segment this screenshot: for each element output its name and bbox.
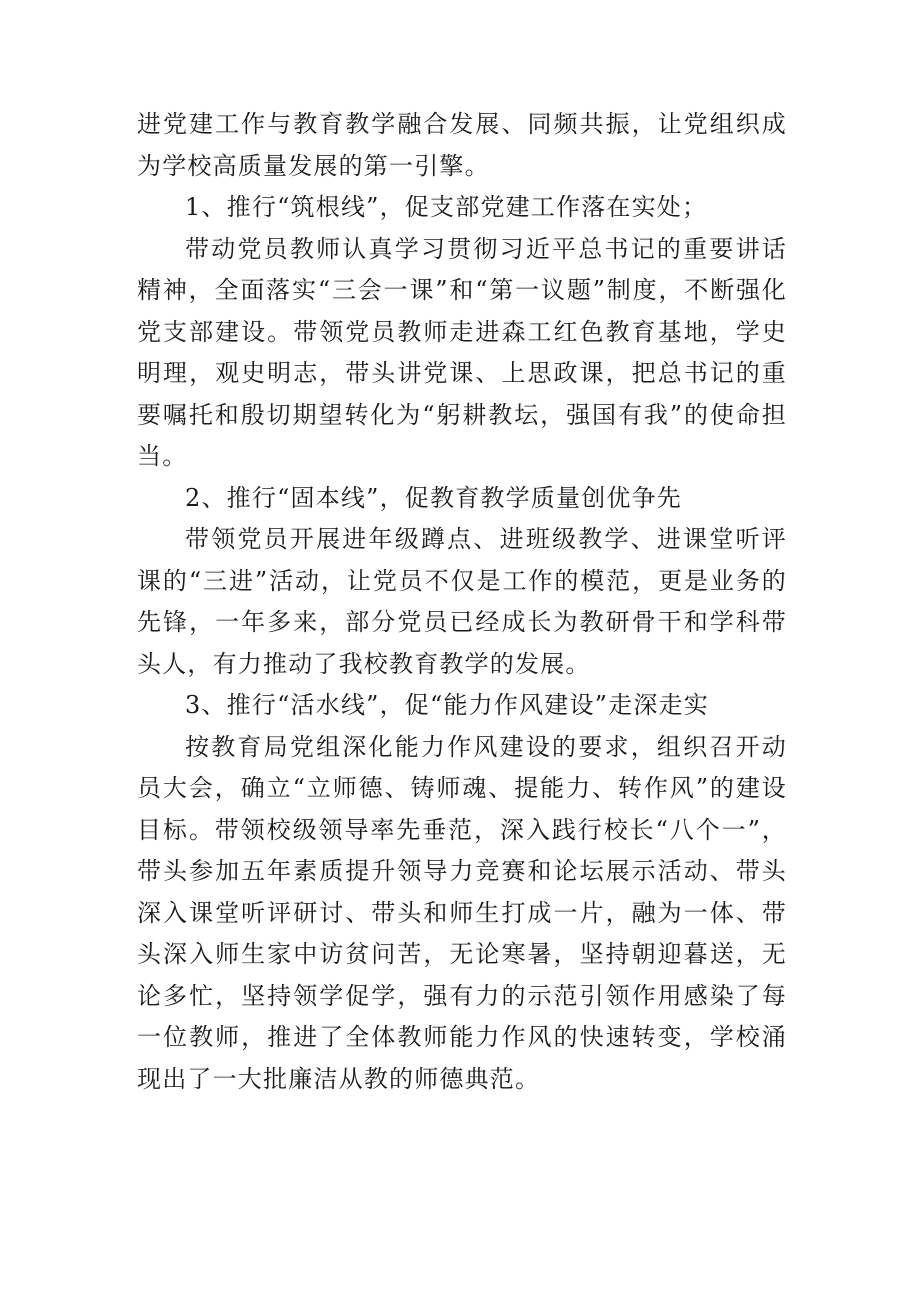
paragraph-section-3: 按教育局党组深化能力作风建设的要求，组织召开动员大会，确立“立师德、铸师魂、提能力、转作风”的建设目标。带领校级领导率先垂范，深入践行校长“八个一”，带头参加五年素质提升领导力竞赛和论坛展示活动、带头深入课堂听评研讨、带头和师生打成一片，融为一体、带头深入师生家中访贫问苦，无论寒暑，坚持朝迎暮送，无论多忙，坚持领学促学，强有力的示范引领作用感染了每一位教师，推进了全体教师能力作风的快速转变，学校涌现出了一大批廉洁从教的师德典范。: [137, 732, 787, 1093]
document-body: [137, 104, 787, 1100]
section-heading-2: 2、推行“固本线”，促教育教学质量创优争先: [185, 483, 683, 512]
paragraph-continuation: 进党建工作与教育教学融合发展、同频共振，让党组织成为学校高质量发展的第一引擎。: [137, 110, 787, 180]
section-heading-1: 1、推行“筑根线”，促支部党建工作落在实处；: [185, 193, 708, 221]
section-heading-3: 3、推行“活水线”，促“能力作风建设”走深走实: [185, 691, 709, 719]
paragraph-section-2: 带领党员开展进年级蹲点、进班级教学、进课堂听评课的“三进”活动，让党员不仅是工作的模范，更是业务的先锋，一年多来，部分党员已经成长为教研骨干和学科带头人，有力推动了我校教育教学的发展。: [137, 525, 787, 678]
paragraph-section-1: 带动党员教师认真学习贯彻习近平总书记的重要讲话精神，全面落实“三会一课”和“第一议题”制度，不断强化党支部建设。带领党员教师走进森工红色教育基地，学史明理，观史明志，带头讲党课、上思政课，把总书记的重要嘱托和殷切期望转化为“躬耕教坛，强国有我”的使命担当。: [137, 234, 787, 470]
